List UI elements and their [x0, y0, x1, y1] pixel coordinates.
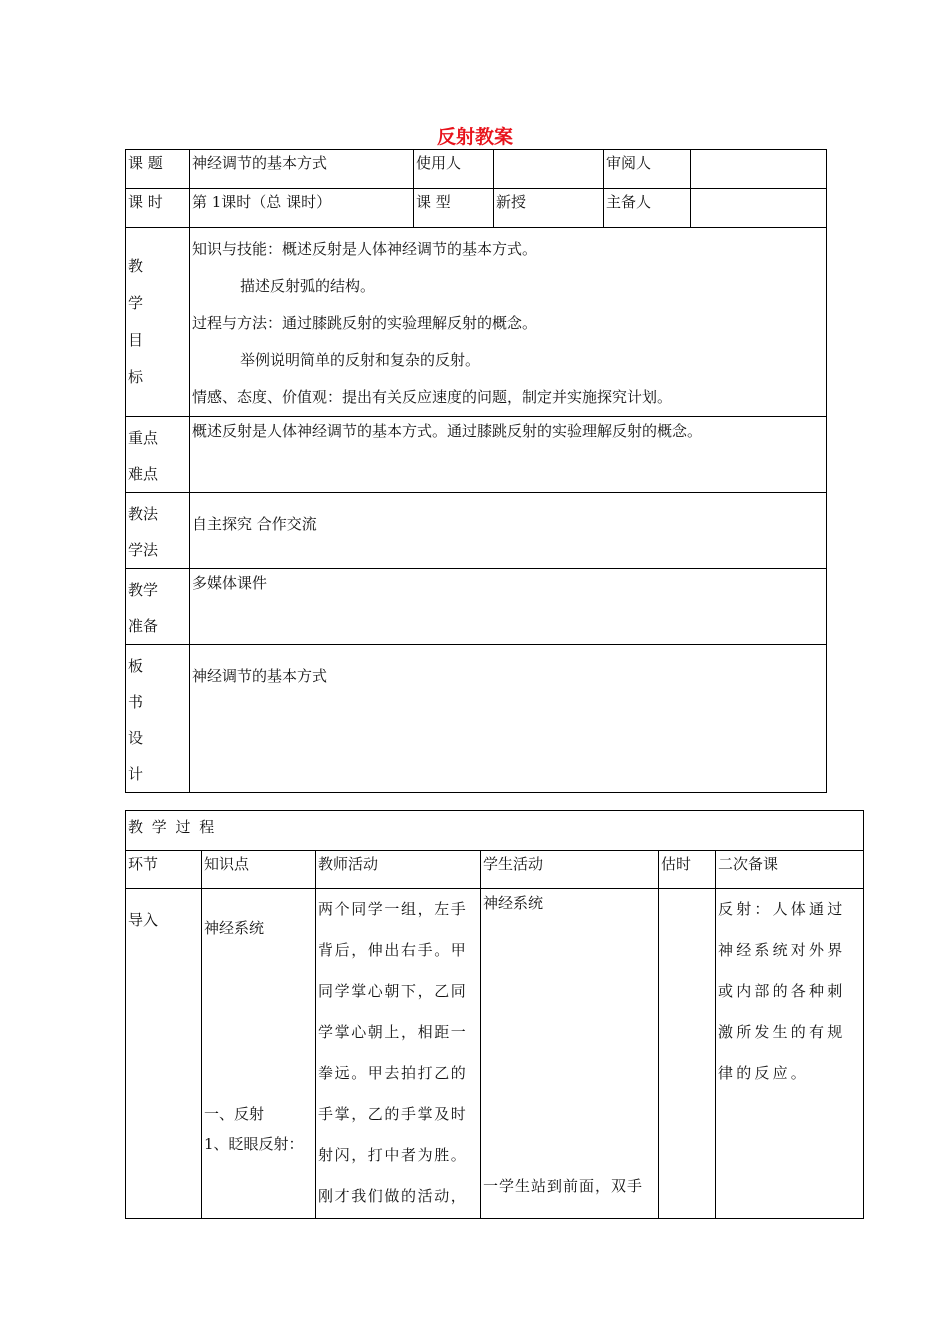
student-cell	[481, 889, 659, 1219]
board-label-char: 书	[128, 693, 144, 711]
knowledge-top: 神经系统	[204, 919, 265, 937]
goal-line: 情感、态度、价值观：提出有关反应速度的问题，制定并实施探究计划。	[192, 388, 673, 406]
user-value	[494, 150, 604, 189]
goals-content	[190, 228, 827, 417]
prep-label-line: 教学	[128, 581, 159, 599]
keypoints-value: 概述反射是人体神经调节的基本方式。通过膝跳反射的实验理解反射的概念。	[190, 417, 827, 493]
lesson-info-table	[125, 149, 827, 793]
preparer-label: 主备人	[604, 189, 691, 228]
reviewer-label: 审阅人	[604, 150, 691, 189]
topic-value: 神经调节的基本方式	[190, 150, 414, 189]
document-title: 反射教案	[436, 126, 513, 148]
knowledge-cell	[202, 889, 316, 1219]
goal-line: 描述反射弧的结构。	[240, 277, 376, 295]
prep-label	[126, 569, 190, 645]
col-knowledge: 知识点	[202, 851, 316, 889]
col-teacher: 教师活动	[316, 851, 481, 889]
goals-label-char: 标	[128, 368, 144, 386]
type-label: 课 型	[414, 189, 494, 228]
knowledge-sub: 1、眨眼反射：	[204, 1135, 304, 1153]
methods-label-line: 教法	[128, 505, 159, 523]
col-notes: 二次备课	[716, 851, 864, 889]
preparer-value	[691, 189, 827, 228]
goals-label-char: 目	[128, 331, 144, 349]
board-label-char: 板	[128, 657, 144, 675]
topic-label: 课 题	[126, 150, 190, 189]
board-label	[126, 645, 190, 793]
prep-label-line: 准备	[128, 617, 159, 635]
goals-label	[126, 228, 190, 417]
methods-label	[126, 493, 190, 569]
prep-value: 多媒体课件	[190, 569, 827, 645]
stage-value: 导入	[126, 889, 202, 1219]
goals-label-char: 学	[128, 294, 144, 312]
methods-label-line: 学法	[128, 541, 159, 559]
goals-label-char: 教	[128, 257, 144, 275]
goal-line: 举例说明简单的反射和复杂的反射。	[240, 351, 481, 369]
board-label-char: 计	[128, 765, 144, 783]
type-value: 新授	[494, 189, 604, 228]
student-bottom: 一学生站到前面，双手	[483, 1177, 644, 1195]
board-label-char: 设	[128, 729, 144, 747]
methods-value: 自主探究 合作交流	[190, 493, 827, 569]
reviewer-value	[691, 150, 827, 189]
period-label: 课 时	[126, 189, 190, 228]
teaching-process-table	[125, 810, 864, 1219]
col-stage: 环节	[126, 851, 202, 889]
process-header: 教 学 过 程	[126, 811, 864, 851]
notes-value: 反射：人体通过神经系统对外界或内部的各种刺激所发生的有规律的反应。	[716, 889, 864, 1219]
user-label: 使用人	[414, 150, 494, 189]
period-value: 第 1课时（总 课时）	[190, 189, 414, 228]
col-student: 学生活动	[481, 851, 659, 889]
keypoints-label	[126, 417, 190, 493]
goal-line: 知识与技能：概述反射是人体神经调节的基本方式。	[192, 240, 538, 258]
col-time: 估时	[659, 851, 716, 889]
knowledge-mid: 一、反射	[204, 1105, 265, 1123]
keypoints-label-line: 重点	[128, 429, 159, 447]
time-value	[659, 889, 716, 1219]
keypoints-label-line: 难点	[128, 465, 159, 483]
board-value: 神经调节的基本方式	[190, 645, 827, 793]
teacher-activity: 两个同学一组，左手背后，伸出右手。甲同学掌心朝下，乙同学掌心朝上，相距一拳远。甲去拍打乙的手掌，乙的手掌及时射闪，打中者为胜。刚才我们做的活动，	[316, 889, 481, 1219]
student-top: 神经系统	[483, 894, 544, 912]
goal-line: 过程与方法：通过膝跳反射的实验理解反射的概念。	[192, 314, 538, 332]
